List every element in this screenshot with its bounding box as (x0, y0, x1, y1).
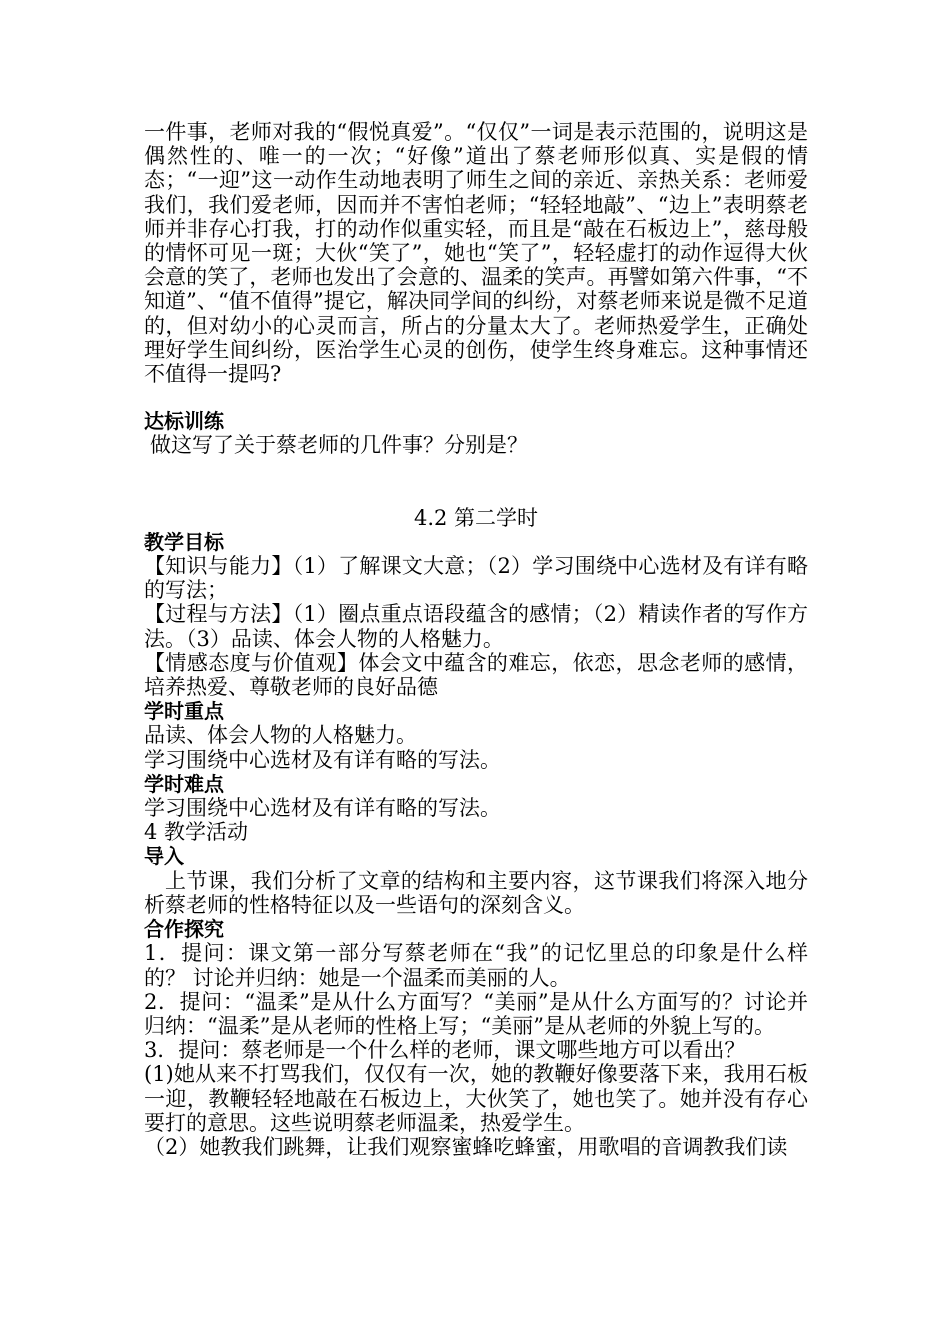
key-points-heading: 学时重点 (144, 699, 224, 724)
goal-item: 【情感态度与价值观】体会文中蕴含的难忘，依恋，思念老师的感情，培养热爱、尊敬老师的良好品德 (144, 650, 808, 700)
lead-in-text: 上节课，我们分析了文章的结构和主要内容，这节课我们将深入地分析蔡老师的性格特征以及一些语句的深刻含义。 (144, 868, 808, 917)
inquiry-item: 1．提问：课文第一部分写蔡老师在“我”的记忆里总的印象是什么样的？ 讨论并归纳：她是一个温柔而美丽的人。 (144, 941, 808, 990)
goal-item: 【知识与能力】（1）了解课文大意；（2）学习围绕中心选材及有详有略的写法； (144, 554, 808, 603)
goals-heading: 教学目标 (144, 529, 224, 554)
inquiry-item: 2．提问：“温柔”是从什么方面写？“美丽”是从什么方面写的？讨论并归纳：“温柔”是从老师的性格上写；“美丽”是从老师的外貌上写的。 (144, 989, 808, 1038)
difficulty-item: 学习围绕中心选材及有详有略的写法。 (144, 796, 501, 821)
inquiry-item: (1)她从来不打骂我们，仅仅有一次，她的教鞭好像要落下来，我用石板一迎，教鞭轻轻地敲在石板边上，大伙笑了，她也笑了。她并没有存心要打的意思。这些说明蔡老师温柔，热爱学生。 (144, 1062, 808, 1135)
practice-question: 做这写了关于蔡老师的几件事？分别是？ (150, 433, 528, 458)
inquiry-item: 3．提问：蔡老师是一个什么样的老师，课文哪些地方可以看出？ (144, 1038, 746, 1063)
difficulties-heading: 学时难点 (144, 771, 224, 796)
goal-item: 【过程与方法】（1）圈点重点语段蕴含的感情；（2）精读作者的写作方法。（3）品读、体会人物的人格魅力。 (144, 602, 808, 651)
key-point-item: 品读、体会人物的人格魅力。 (144, 723, 417, 748)
practice-heading: 达标训练 (144, 409, 224, 434)
key-point-item: 学习围绕中心选材及有详有略的写法。 (144, 747, 501, 772)
lead-in-heading: 导入 (144, 844, 184, 869)
inquiry-heading: 合作探究 (144, 917, 224, 942)
activities-title: 4 教学活动 (144, 820, 249, 845)
section-title: 4.2 第二学时 (413, 505, 539, 530)
inquiry-item: （2）她教我们跳舞，让我们观察蜜蜂吃蜂蜜，用歌唱的音调教我们读 (144, 1134, 788, 1159)
document-page (144, 120, 808, 1159)
intro-paragraph: 一件事，老师对我的“假悦真爱”。“仅仅”一词是表示范围的，说明这是偶然性的、唯一的一次；“好像”道出了蔡老师形似真、实是假的情态；“一迎”这一动作生动地表明了师生之间的亲近、亲热关系：老师爱我们，我们爱老师，因而并不害怕老师；“轻轻地敲”、“边上”表明蔡老师并非存心打我，打的动作似重实轻，而且是“敲在石板边上”，慈母般的情怀可见一斑；大伙“笑了”，她也“笑了”，轻轻虚打的动作逗得大伙会意的笑了，老师也发出了会意的、温柔的笑声。再譬如第六件事，“不知道”、“值不值得”提它，解决同学间的纠纷，对蔡老师来说是微不足道的，但对幼小的心灵而言，所占的分量太大了。老师热爱学生，正确处理好学生间纠纷，医治学生心灵的创伤，使学生终身难忘。这种事情还不值得一提吗? (144, 120, 808, 387)
